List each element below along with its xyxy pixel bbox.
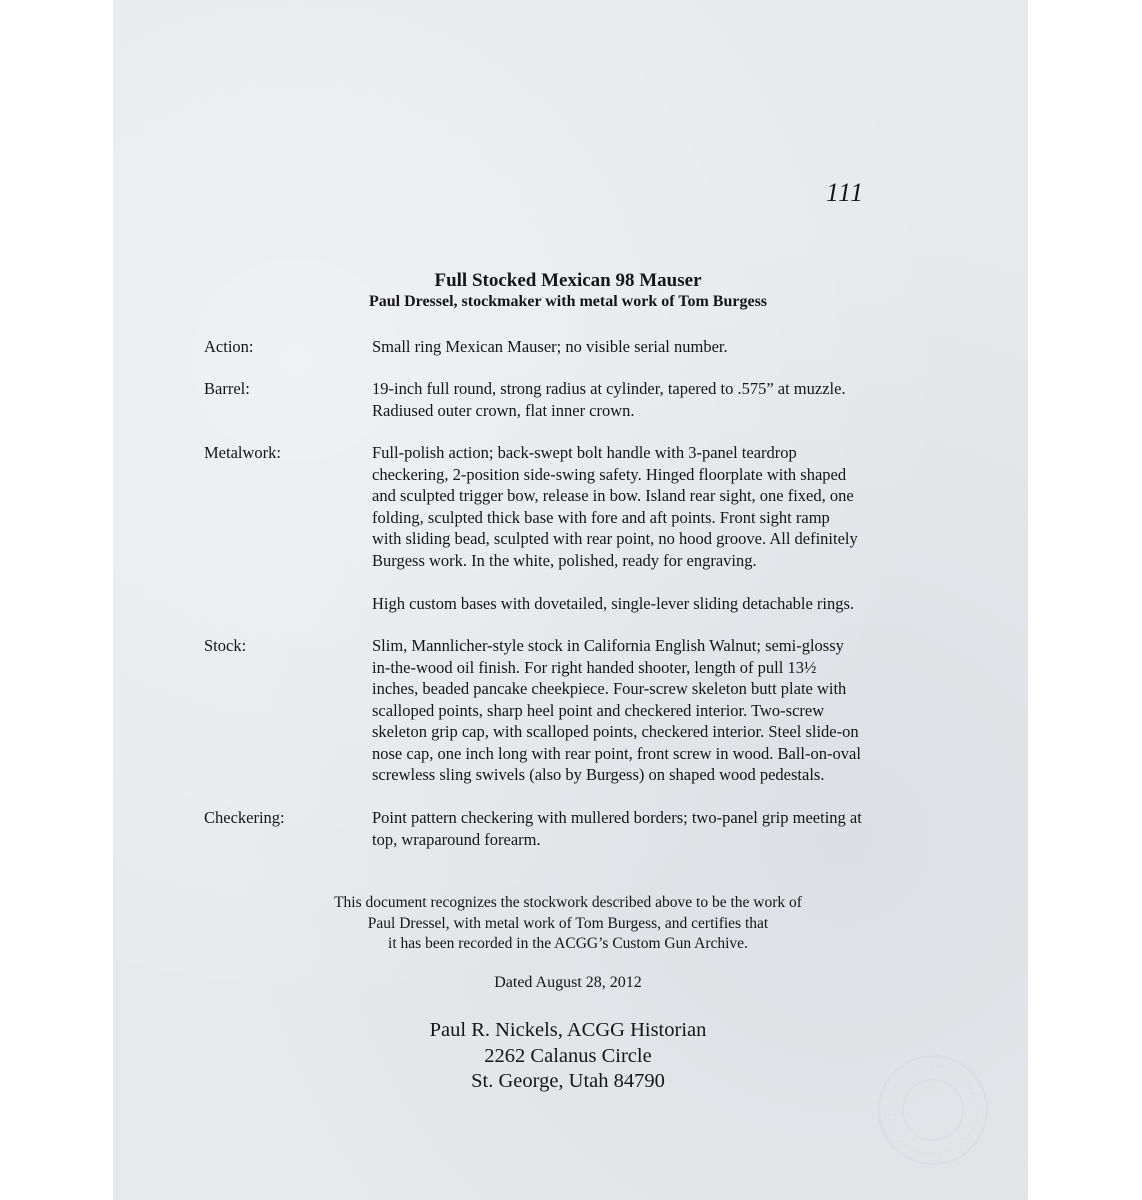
embossed-seal-icon <box>873 1050 993 1170</box>
date-line: Dated August 28, 2012 <box>494 974 642 991</box>
barrel-text <box>372 378 938 421</box>
historian-name: Paul R. Nickels, ACGG Historian <box>429 1019 707 1041</box>
barrel-label: Barrel: <box>204 379 250 398</box>
document-page <box>113 0 1028 1200</box>
metalwork-line: Burgess work. In the white, polished, ready for engraving. <box>372 550 757 570</box>
stock-line: in-the-wood oil finish. For right handed shooter, length of pull 13½ <box>372 657 817 677</box>
stock-line: Slim, Mannlicher-style stock in California English Walnut; semi-glossy <box>372 636 844 655</box>
metalwork-line: checkering, 2-position side-swing safety. Hinged floorplate with shaped <box>372 464 847 484</box>
certification-statement <box>113 893 1023 955</box>
certification-line: This document recognizes the stockwork described above to be the work of <box>334 894 802 911</box>
stock-line: screwless sling swivels (also by Burgess) on shaped wood pedestals. <box>372 765 825 784</box>
stock-line: scalloped points, sharp heel point and checkered interior. Two-screw <box>372 700 825 720</box>
metalwork-bases-text <box>372 593 938 615</box>
stock-line: nose cap, one inch long with rear point, front screw in wood. Ball-on-oval <box>372 743 861 763</box>
stock-line: inches, beaded pancake cheekpiece. Four-screw skeleton butt plate with <box>372 679 847 698</box>
street-address: 2262 Calanus Circle <box>484 1044 652 1067</box>
action-text <box>372 336 938 358</box>
certification-line: it has been recorded in the ACGG’s Custom Gun Archive. <box>388 935 748 952</box>
checkering-line: top, wraparound forearm. <box>372 829 541 849</box>
action-label: Action: <box>204 337 254 356</box>
checkering-text <box>372 807 938 850</box>
metalwork-bases-line: High custom bases with dovetailed, single-lever sliding detachable rings. <box>372 594 855 613</box>
page-number: 111 <box>826 178 865 207</box>
barrel-line: Radiused outer crown, flat inner crown. <box>372 400 635 420</box>
metalwork-text <box>372 442 938 571</box>
document-title: Full Stocked Mexican 98 Mauser <box>434 270 702 291</box>
document-subtitle: Paul Dressel, stockmaker with metal work of Tom Burgess <box>368 293 768 310</box>
metalwork-line: with sliding bead, sculpted with rear point, no hood groove. All definitely <box>372 529 858 548</box>
metalwork-line: and sculpted trigger bow, release in bow. Island rear sight, one fixed, one <box>372 486 854 505</box>
barrel-line: 19-inch full round, strong radius at cylinder, tapered to .575” at muzzle. <box>372 379 846 398</box>
certification-line: Paul Dressel, with metal work of Tom Burgess, and certifies that <box>367 914 769 932</box>
stock-line: skeleton grip cap, with scalloped points, checkered interior. Steel slide-on <box>372 722 859 741</box>
metalwork-line: Full-polish action; back-swept bolt handle with 3-panel teardrop <box>372 443 797 462</box>
checkering-label: Checkering: <box>204 808 285 827</box>
stock-label: Stock: <box>204 636 247 655</box>
metalwork-line: folding, sculpted thick base with fore and aft points. Front sight ramp <box>372 507 830 527</box>
city-address: St. George, Utah 84790 <box>471 1070 665 1092</box>
checkering-line: Point pattern checkering with mullered borders; two-panel grip meeting at <box>372 808 862 827</box>
metalwork-label: Metalwork: <box>204 443 281 462</box>
action-line: Small ring Mexican Mauser; no visible serial number. <box>372 337 728 356</box>
stock-text <box>372 635 938 786</box>
